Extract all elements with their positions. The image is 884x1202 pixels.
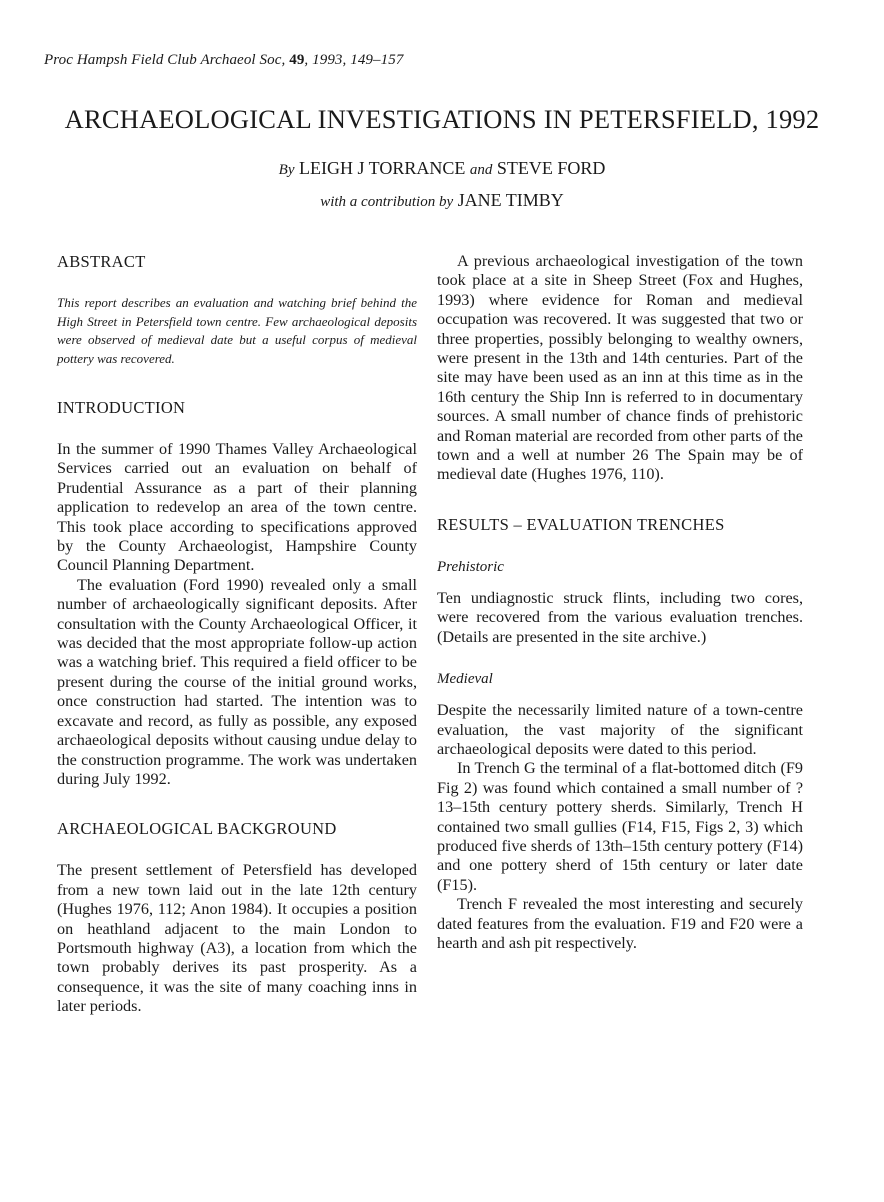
contribution-prefix: with a contribution by — [320, 194, 454, 210]
byline — [0, 158, 884, 179]
background-paragraph-2: A previous archaeological investigation of the town took place at a site in Sheep Street (Fox and Hughes, 1993) where evidence for Roman and medieval occupation was recovered. It was suggested that two or three properties, possibly belonging to wealthy owners, were present in the 13th and 14th centuries. Part of the site may have been used as an inn at this time as in the 16th century the Ship Inn is referred to in documentary sources. A small number of chance finds of prehistoric and Roman material are recorded from other parts of the town and a well at number 26 The Spain may be of medieval date (Hughes 1976, 110). — [437, 252, 803, 484]
introduction-heading: INTRODUCTION — [57, 398, 186, 417]
journal-volume: 49 — [289, 52, 305, 68]
journal-citation — [44, 52, 403, 69]
prehistoric-heading: Prehistoric — [437, 558, 504, 575]
medieval-heading: Medieval — [437, 671, 493, 688]
journal-name: Proc Hampsh Field Club Archaeol Soc, — [44, 52, 286, 68]
introduction-paragraph-2: The evaluation (Ford 1990) revealed only a small number of archaeologically significant deposits. After consultation with the County Archaeological Officer, it was decided that the most appropriate follow-up action was a watching brief. This required a field officer to be present during the course of the initial ground works, once construction had started. The intention was to excavate and record, as fully as possible, any exposed archaeological deposits without causing undue delay to the construction programme. The work was undertaken during July 1992. — [57, 575, 417, 788]
contributor: JANE TIMBY — [457, 190, 564, 210]
medieval-paragraph-1: Despite the necessarily limited nature of a town-centre evaluation, the vast majority of the significant archaeological deposits were dated to this period. — [437, 701, 803, 758]
journal-pages: , 1993, 149–157 — [304, 52, 404, 68]
abstract-heading: ABSTRACT — [57, 252, 146, 271]
abstract-text: This report describes an evaluation and watching brief behind the High Street in Petersfield town centre. Few archaeological deposits were observed of medieval date but a useful corpus of medieval pottery was recovered. — [57, 295, 417, 366]
medieval-paragraph-2: In Trench G the terminal of a flat-bottomed ditch (F9 Fig 2) was found which contained a small number of ?13–15th century pottery sherds. Similarly, Trench H contained two small gullies (F14, F15, Figs 2, 3) which produced five sherds of 13th–15th century pottery (F14) and one pottery sherd of 15th century or later date (F15). — [437, 759, 803, 894]
author-1: LEIGH J TORRANCE — [298, 158, 466, 178]
right-column — [437, 252, 803, 953]
byline-by: By — [278, 162, 295, 178]
left-column — [57, 252, 417, 1017]
article-title: ARCHAEOLOGICAL INVESTIGATIONS IN PETERSFIELD, 1992 — [64, 104, 820, 134]
background-heading: ARCHAEOLOGICAL BACKGROUND — [57, 819, 337, 839]
background-paragraph-1: The present settlement of Petersfield has developed from a new town laid out in the late 12th century (Hughes 1976, 112; Anon 1984). It occupies a position on heathland adjacent to the main London to Portsmouth highway (A3), a location from which the town probably derives its past prosperity. As a consequence, it was the site of many coaching inns in later periods. — [57, 861, 417, 1016]
contribution-line — [0, 190, 884, 211]
medieval-paragraph-3: Trench F revealed the most interesting and securely dated features from the evaluation. F19 and F20 were a hearth and ash pit respectively. — [437, 895, 803, 952]
prehistoric-paragraph: Ten undiagnostic struck flints, including two cores, were recovered from the various evaluation trenches. (Details are presented in the site archive.) — [437, 588, 803, 646]
introduction-paragraph-1: In the summer of 1990 Thames Valley Archaeological Services carried out an evaluation on behalf of Prudential Assurance as a part of their planning application to redevelop an area of the town centre. This took place according to specifications approved by the County Archaeologist, Hampshire County Council Planning Department. — [57, 440, 417, 575]
author-2: STEVE FORD — [496, 158, 606, 178]
results-heading: RESULTS – EVALUATION TRENCHES — [437, 514, 725, 534]
byline-and: and — [469, 162, 493, 178]
